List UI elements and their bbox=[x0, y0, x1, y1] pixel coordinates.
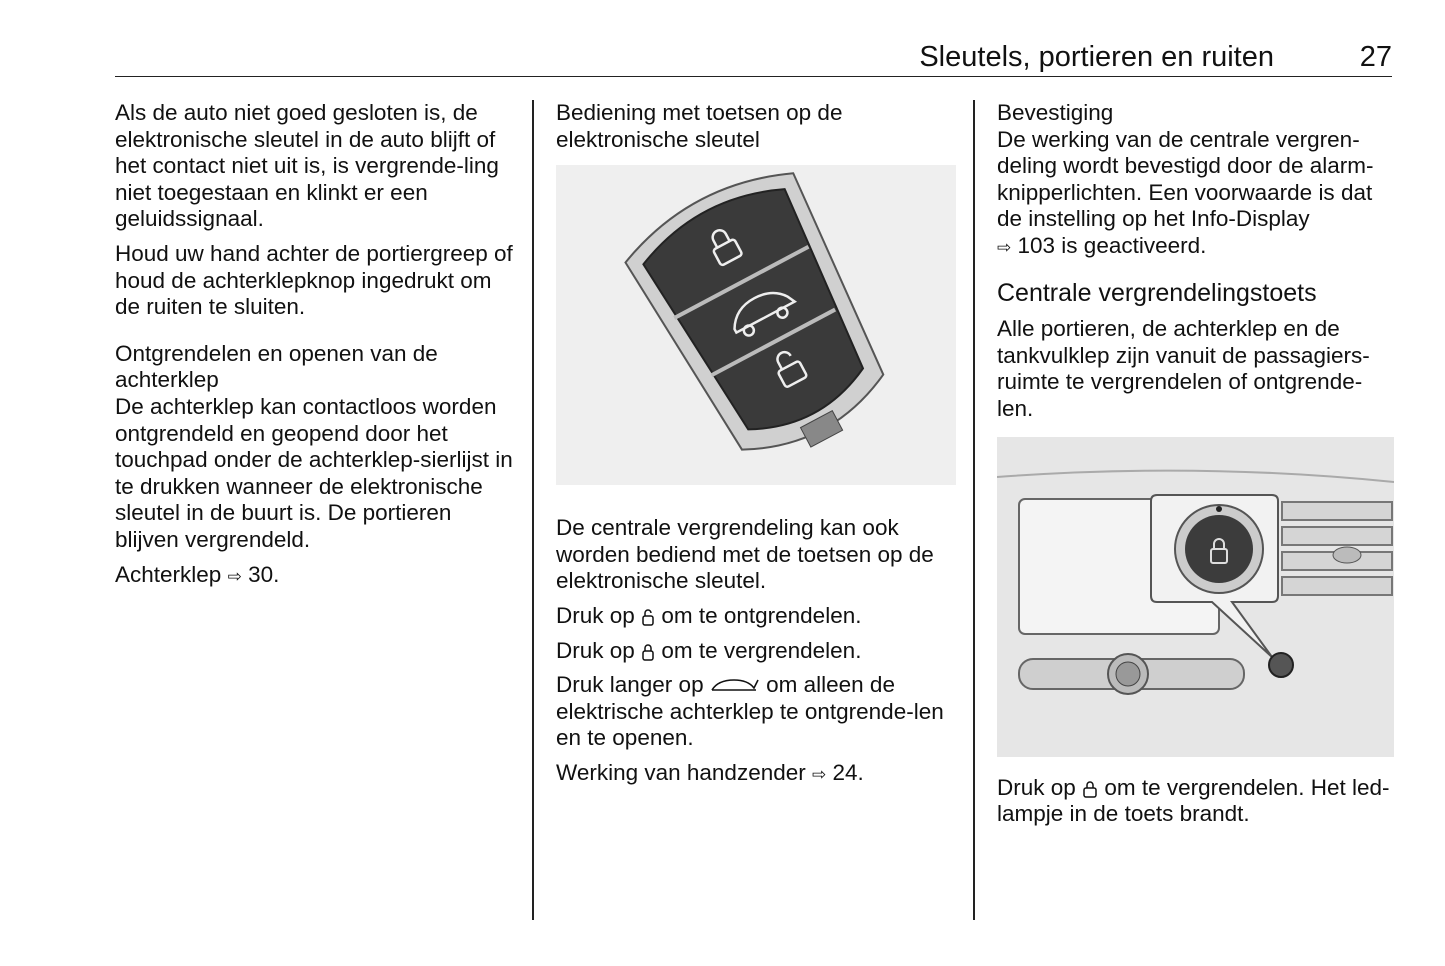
column-divider bbox=[973, 100, 975, 920]
reference-text: 103 is geactiveerd. bbox=[1017, 232, 1207, 258]
reference-text: Achterklep bbox=[115, 561, 222, 587]
section-heading: Bevestiging bbox=[997, 100, 1114, 125]
instruction-text: Druk op bbox=[556, 637, 635, 663]
padlock-closed-icon bbox=[1082, 780, 1098, 798]
cross-reference bbox=[115, 562, 515, 591]
instruction-text: om te vergrendelen. Het led-lampje in de toets brandt. bbox=[997, 774, 1390, 827]
column-2 bbox=[556, 100, 956, 797]
page-header bbox=[115, 40, 1392, 77]
section-heading: Bediening met toetsen op de elektronische sleutel bbox=[556, 100, 843, 152]
reference-page: 24. bbox=[832, 759, 864, 785]
instruction-text: Druk langer op bbox=[556, 672, 704, 698]
ref-arrow-icon: ⇨ bbox=[812, 764, 827, 785]
instruction-text: om te ontgrendelen. bbox=[661, 602, 862, 628]
paragraph: De achterklep kan contactloos worden ontgrendeld en geopend door het touchpad onder de achterklep-sierlijst in te drukken wanneer de elektronische sleutel in de buurt is. De portieren blijven vergrendeld. bbox=[115, 393, 513, 552]
section-heading: Ontgrendelen en openen van de achterklep bbox=[115, 340, 438, 393]
ref-arrow-icon: ⇨ bbox=[227, 566, 242, 587]
page-number: 27 bbox=[1359, 41, 1392, 73]
cross-reference bbox=[556, 760, 956, 789]
instruction-text: Druk op bbox=[997, 774, 1076, 800]
page-header-title: Sleutels, portieren en ruiten bbox=[919, 41, 1274, 73]
car-tailgate-icon bbox=[710, 676, 760, 696]
column-divider bbox=[532, 100, 534, 920]
paragraph: Houd uw hand achter de portiergreep of houd de achterklepknop ingedrukt om de ruiten te sluiten. bbox=[115, 240, 513, 320]
paragraph-text: De werking van de centrale vergren-deling wordt bevestigd door de alarm-knipperlichten. Een voorwaarde is dat de instelling op het Info-Display bbox=[997, 126, 1374, 232]
instruction-text: om te vergrendelen. bbox=[661, 637, 862, 663]
paragraph bbox=[997, 127, 1397, 262]
padlock-closed-icon bbox=[641, 643, 655, 661]
ref-arrow-icon: ⇨ bbox=[997, 237, 1012, 258]
reference-text: Werking van handzender bbox=[556, 759, 806, 785]
paragraph: Alle portieren, de achterklep en de tankvulklep zijn vanuit de passagiers-ruimte te vergrendelen of ontgrende-len. bbox=[997, 316, 1370, 421]
column-1 bbox=[115, 100, 515, 598]
instruction-text: Druk op bbox=[556, 602, 635, 628]
key-fob-illustration bbox=[556, 165, 956, 485]
paragraph: Als de auto niet goed gesloten is, de elektronische sleutel in de auto blijft of het contact niet uit is, is vergrende-ling niet toegestaan en klinkt er een geluidssignaal. bbox=[115, 100, 499, 232]
instruction-tailgate bbox=[556, 672, 956, 752]
reference-page: 30. bbox=[248, 561, 280, 587]
paragraph: De centrale vergrendeling kan ook worden bediend met de toetsen op de elektronische sleutel. bbox=[556, 515, 934, 594]
instruction-text: om alleen de elektrische achterklep te ontgrende-len en te openen. bbox=[556, 672, 944, 751]
section-title: Centrale vergrendelingstoets bbox=[997, 278, 1317, 307]
instruction-lock bbox=[997, 775, 1397, 828]
column-3 bbox=[997, 100, 1397, 836]
dashboard-lock-button-illustration bbox=[997, 437, 1394, 757]
instruction-lock bbox=[556, 638, 956, 665]
instruction-unlock bbox=[556, 603, 956, 630]
padlock-open-icon bbox=[641, 608, 655, 626]
